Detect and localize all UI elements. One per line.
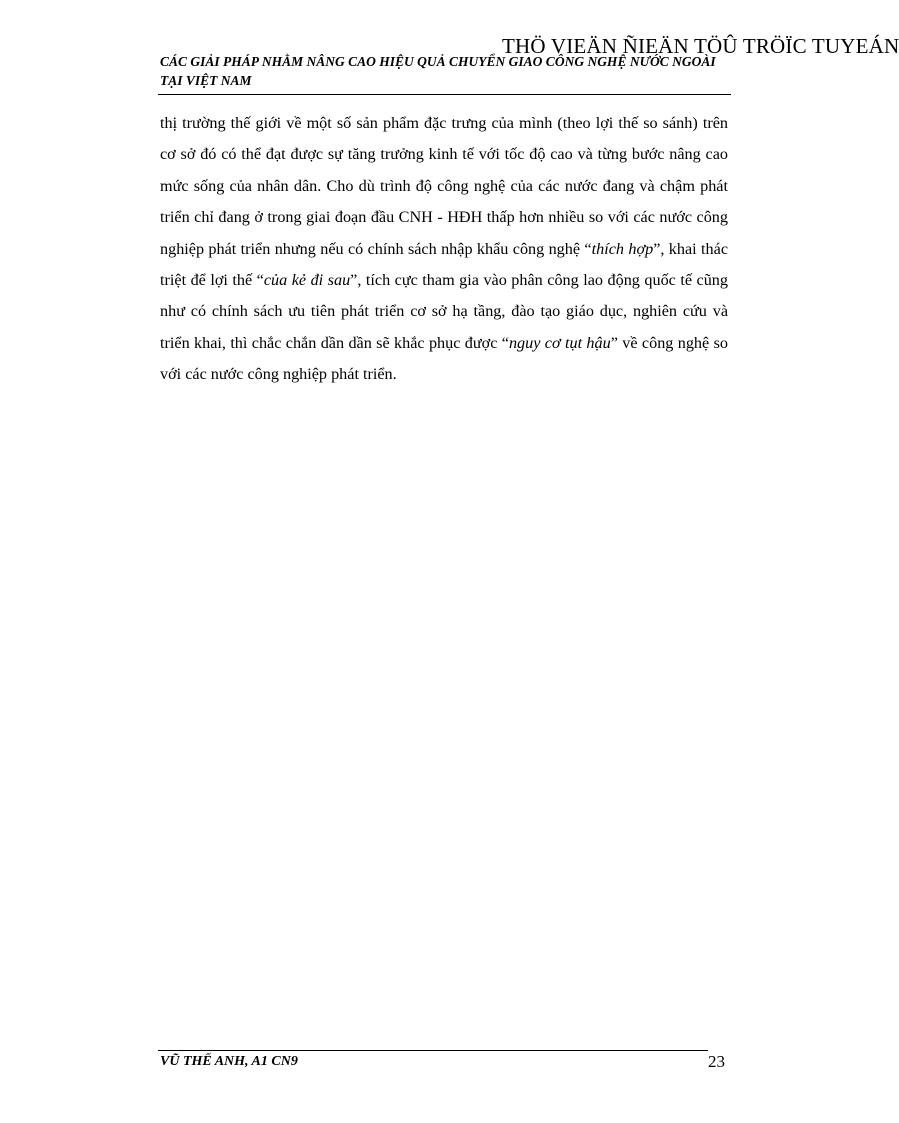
body-text-segment: thị trường thế giới về một số sản phẩm đặc trưng của mình (theo lợi thế so sánh) trên cơ sở đó có thể đạt được sự tăng trưởng kinh tế với tốc độ cao và từng bước nâng cao mức sống của nhân dân. Cho dù trình độ công nghệ của các nước đang và chậm phát triển chỉ đang ở trong giai đoạn đầu CNH - HĐH thấp hơn nhiều so với các nước công nghiệp phát triển nhưng nếu có chính sách nhập khẩu công nghệ “ <box>160 114 728 258</box>
body-text-segment: ”, khai thác triệt để lợi thế “ <box>160 239 729 290</box>
body-italic-phrase: nguy cơ tụt hậu <box>508 333 611 352</box>
body-italic-phrase: thích hợp <box>591 239 654 258</box>
footer-author: VŨ THẾ ANH, A1 CN9 <box>160 1054 298 1069</box>
footer-divider <box>158 1050 708 1051</box>
header-divider <box>158 94 731 95</box>
body-text-segment: ”, tích cực tham gia vào phân công lao động quốc tế cũng như có chính sách ưu tiên phát triển cơ sở hạ tầng, đào tạo giáo dục, nghiên cứu và triển khai, thì chắc chắn dần dần sẽ khắc phục được “ <box>160 271 728 352</box>
body-text-segment: ” về công nghệ so với các nước công nghiệp phát triển. <box>160 333 728 384</box>
body-paragraph <box>160 108 728 391</box>
page-number: 23 <box>708 1052 725 1071</box>
body-italic-phrase: của kẻ đi sau <box>263 271 351 290</box>
watermark-text: THÖ VIEÄN ÑIEÄN TÖÛ TRÖÏC TUYEÁN <box>502 34 899 58</box>
document-header-title: CÁC GIẢI PHÁP NHẰM NÂNG CAO HIỆU QUẢ CHUYỂN GIAO CÔNG NGHỆ NƯỚC NGOÀI TẠI VIỆT NAM <box>160 54 716 88</box>
